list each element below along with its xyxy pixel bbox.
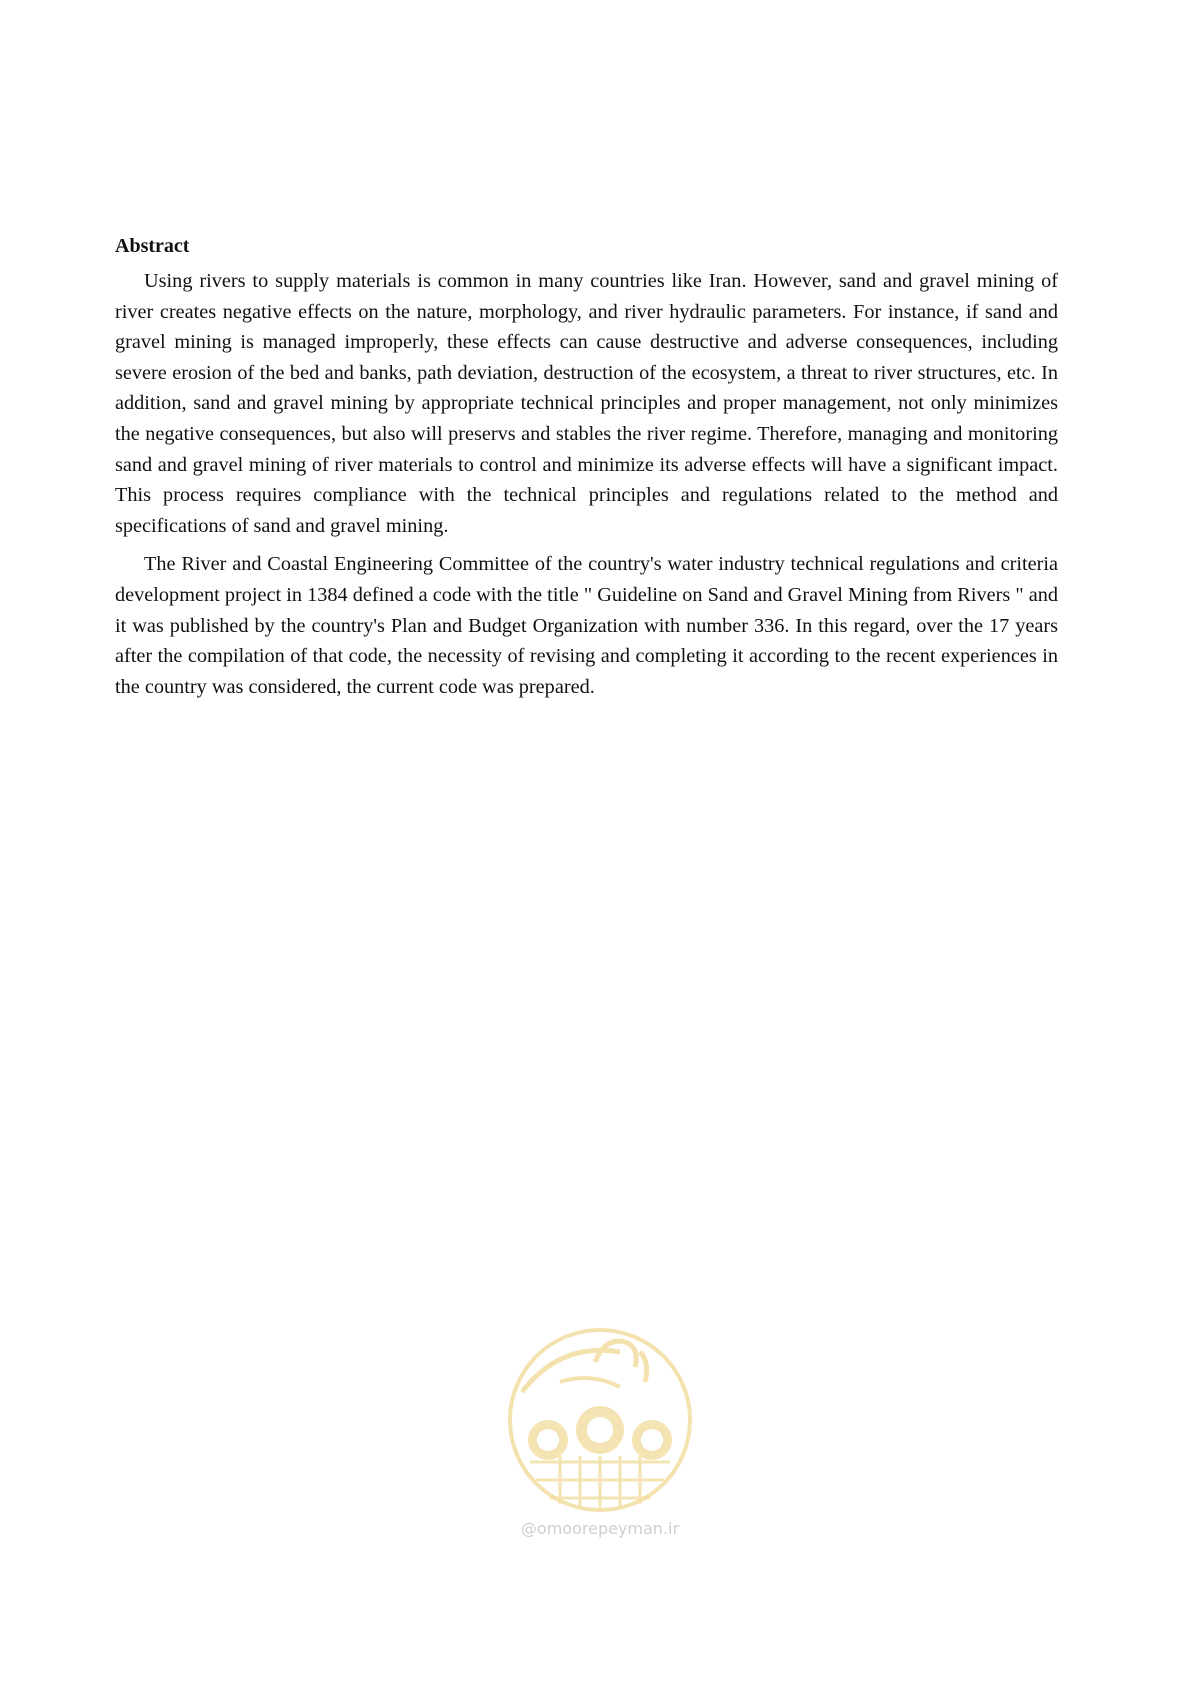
watermark-url: @omoorepeyman.ir	[520, 1519, 680, 1538]
abstract-paragraph-1: Using rivers to supply materials is common in many countries like Iran. However, sand and gravel mining of river creates negative effects on the nature, morphology, and river hydraulic parameters. For instance, if sand and gravel mining is managed improperly, these effects can cause destructive and adverse consequences, including severe erosion of the bed and banks, path deviation, destruction of the ecosystem, a threat to river structures, etc. In addition, sand and gravel mining by appropriate technical principles and proper management, not only minimizes the negative consequences, but also will preservs and stables the river regime. Therefore, managing and monitoring sand and gravel mining of river materials to control and minimize its adverse effects will have a significant impact. This process requires compliance with the technical principles and regulations related to the method and specifications of sand and gravel mining.	[115, 270, 1058, 537]
abstract-heading: Abstract	[115, 235, 190, 257]
abstract-paragraph-2: The River and Coastal Engineering Committee of the country's water industry technical regulations and criteria development project in 1384 defined a code with the title " Guideline on Sand and Gravel Mining from Rivers " and it was published by the country's Plan and Budget Organization with number 336. In this regard, over the 17 years after the compilation of that code, the necessity of revising and completing it according to the recent experiences in the country was considered, the current code was prepared.	[115, 553, 1058, 698]
abstract-section	[115, 232, 1058, 702]
watermark-emblem-icon	[500, 1322, 700, 1517]
watermark-logo	[500, 1322, 700, 1542]
